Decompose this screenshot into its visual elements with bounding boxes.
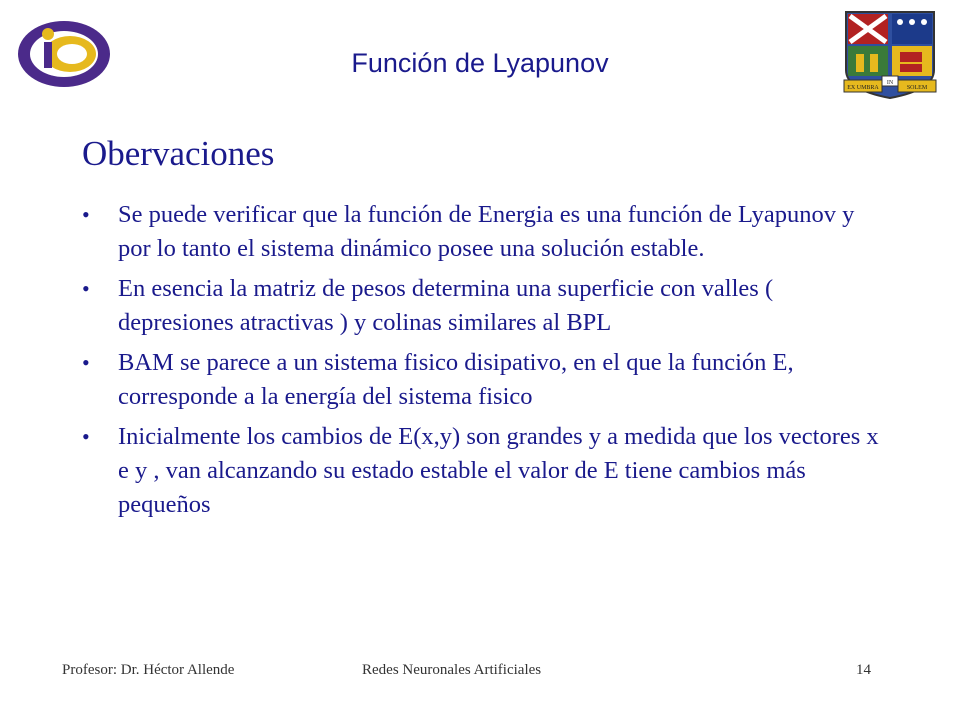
footer-author: Profesor: Dr. Héctor Allende xyxy=(62,662,235,678)
bullet-item xyxy=(82,198,882,266)
page-number: 14 xyxy=(856,662,871,678)
section-title: Obervaciones xyxy=(82,134,275,173)
bullet-item xyxy=(82,346,882,414)
crest-motto-left: EX UMBRA xyxy=(847,85,879,91)
crest-motto-center: IN xyxy=(886,80,894,86)
bullet-dot-icon: • xyxy=(82,424,90,449)
bullet-item xyxy=(82,420,882,522)
footer-course: Redes Neuronales Artificiales xyxy=(362,662,542,678)
slide-header: Función de Lyapunov xyxy=(351,48,609,78)
bullet-dot-icon: • xyxy=(82,276,90,301)
bullet-dot-icon: • xyxy=(82,202,90,227)
bullet-text: Inicialmente los cambios de E(x,y) son grandes y a medida que los vectores x e y , van alcanzando su estado estable el valor de E tiene cambios más pequeños xyxy=(118,423,879,518)
crest-motto-right: SOLEM xyxy=(906,85,928,91)
bullet-dot-icon: • xyxy=(82,350,90,375)
bullet-item xyxy=(82,272,882,340)
bullet-text: BAM se parece a un sistema fisico disipativo, en el que la función E, corresponde a la energía del sistema fisico xyxy=(118,349,794,410)
bullet-text: En esencia la matriz de pesos determina una superficie con valles ( depresiones atractivas ) y colinas similares al BPL xyxy=(118,275,774,336)
bullet-list xyxy=(82,198,882,528)
bullet-text: Se puede verificar que la función de Energia es una función de Lyapunov y por lo tanto el sistema dinámico posee una solución estable. xyxy=(118,201,855,262)
